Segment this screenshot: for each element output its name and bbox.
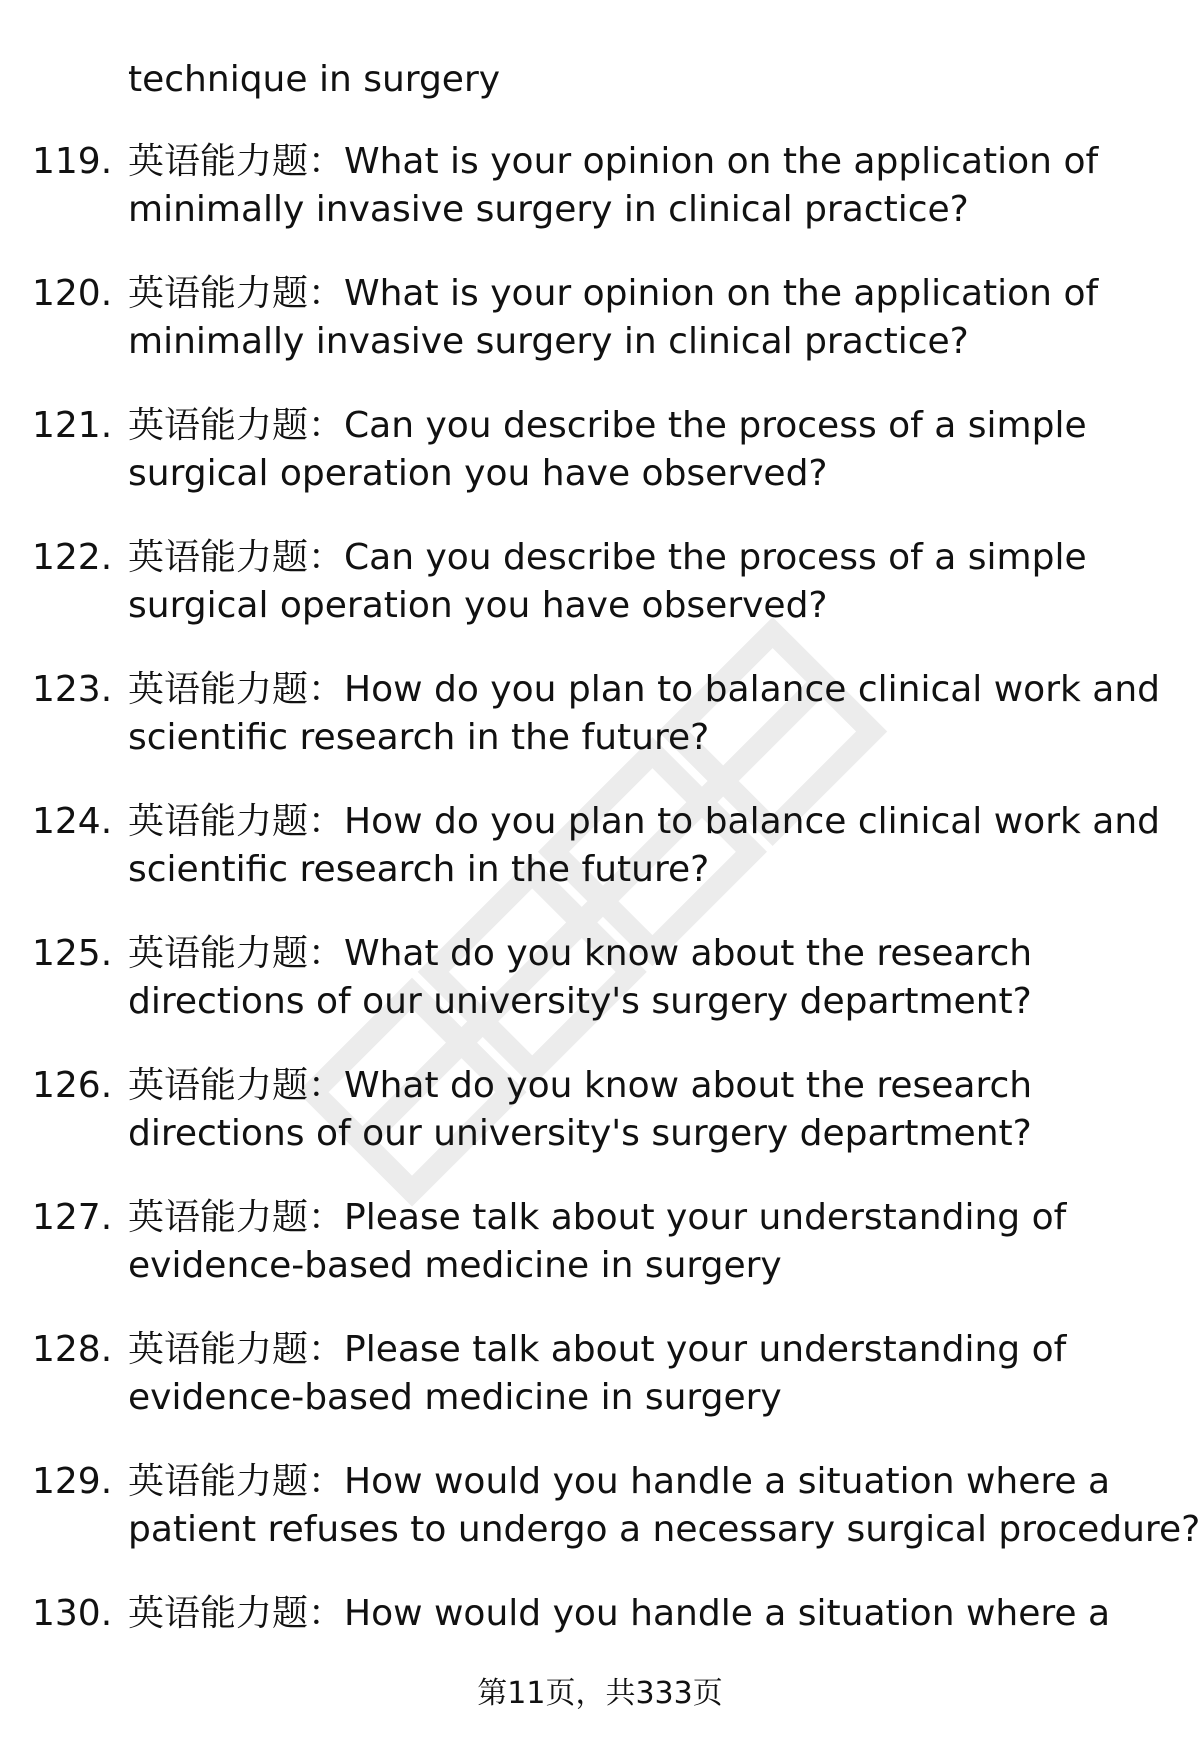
item-number: 130. xyxy=(32,1593,113,1634)
item-line: 英语能力题：What is your opinion on the application of xyxy=(128,141,1099,182)
item-line: surgical operation you have observed? xyxy=(128,585,828,626)
item-text xyxy=(128,1458,1200,1554)
item-number: 129. xyxy=(32,1461,113,1502)
item-line: 英语能力题：How do you plan to balance clinical work and xyxy=(128,801,1161,842)
item-line: evidence-based medicine in surgery xyxy=(128,1377,782,1418)
item-text xyxy=(128,930,1178,1026)
item-text xyxy=(128,1590,1178,1638)
item-number: 121. xyxy=(32,405,113,446)
item-text xyxy=(128,1194,1178,1290)
item-line: 英语能力题：What do you know about the research xyxy=(128,933,1033,974)
item-line: surgical operation you have observed? xyxy=(128,453,828,494)
item-line: 英语能力题：What is your opinion on the application of xyxy=(128,273,1099,314)
item-text xyxy=(128,666,1178,762)
continuation-text: technique in surgery xyxy=(128,59,501,100)
item-number: 119. xyxy=(32,141,113,182)
item-text xyxy=(128,798,1178,894)
item-line: patient refuses to undergo a necessary surgical procedure? xyxy=(128,1509,1200,1550)
item-text xyxy=(128,402,1178,498)
item-line: 英语能力题：Please talk about your understanding of xyxy=(128,1197,1067,1238)
item-line: minimally invasive surgery in clinical practice? xyxy=(128,189,969,230)
item-line: directions of our university's surgery department? xyxy=(128,1113,1032,1154)
item-line: scientific research in the future? xyxy=(128,717,710,758)
item-number: 126. xyxy=(32,1065,113,1106)
item-text xyxy=(128,138,1178,234)
item-line: scientific research in the future? xyxy=(128,849,710,890)
item-number: 125. xyxy=(32,933,113,974)
item-line: 英语能力题：How would you handle a situation where a xyxy=(128,1593,1111,1634)
item-number: 122. xyxy=(32,537,113,578)
item-number: 120. xyxy=(32,273,113,314)
item-number: 127. xyxy=(32,1197,113,1238)
item-line: 英语能力题：How do you plan to balance clinical work and xyxy=(128,669,1161,710)
item-line: directions of our university's surgery department? xyxy=(128,981,1032,1022)
item-line: evidence-based medicine in surgery xyxy=(128,1245,782,1286)
item-number: 123. xyxy=(32,669,113,710)
item-text xyxy=(128,270,1178,366)
item-line: 英语能力题：Can you describe the process of a simple xyxy=(128,405,1087,446)
item-line: 英语能力题：Can you describe the process of a simple xyxy=(128,537,1087,578)
item-number: 128. xyxy=(32,1329,113,1370)
item-line: 英语能力题：How would you handle a situation where a xyxy=(128,1461,1111,1502)
item-number: 124. xyxy=(32,801,113,842)
item-text xyxy=(128,1062,1178,1158)
item-text xyxy=(128,534,1178,630)
item-text xyxy=(128,1326,1178,1422)
item-line: 英语能力题：What do you know about the research xyxy=(128,1065,1033,1106)
item-line: 英语能力题：Please talk about your understanding of xyxy=(128,1329,1067,1370)
page-footer: 第11页，共333页 xyxy=(477,1676,723,1711)
item-line: minimally invasive surgery in clinical practice? xyxy=(128,321,969,362)
